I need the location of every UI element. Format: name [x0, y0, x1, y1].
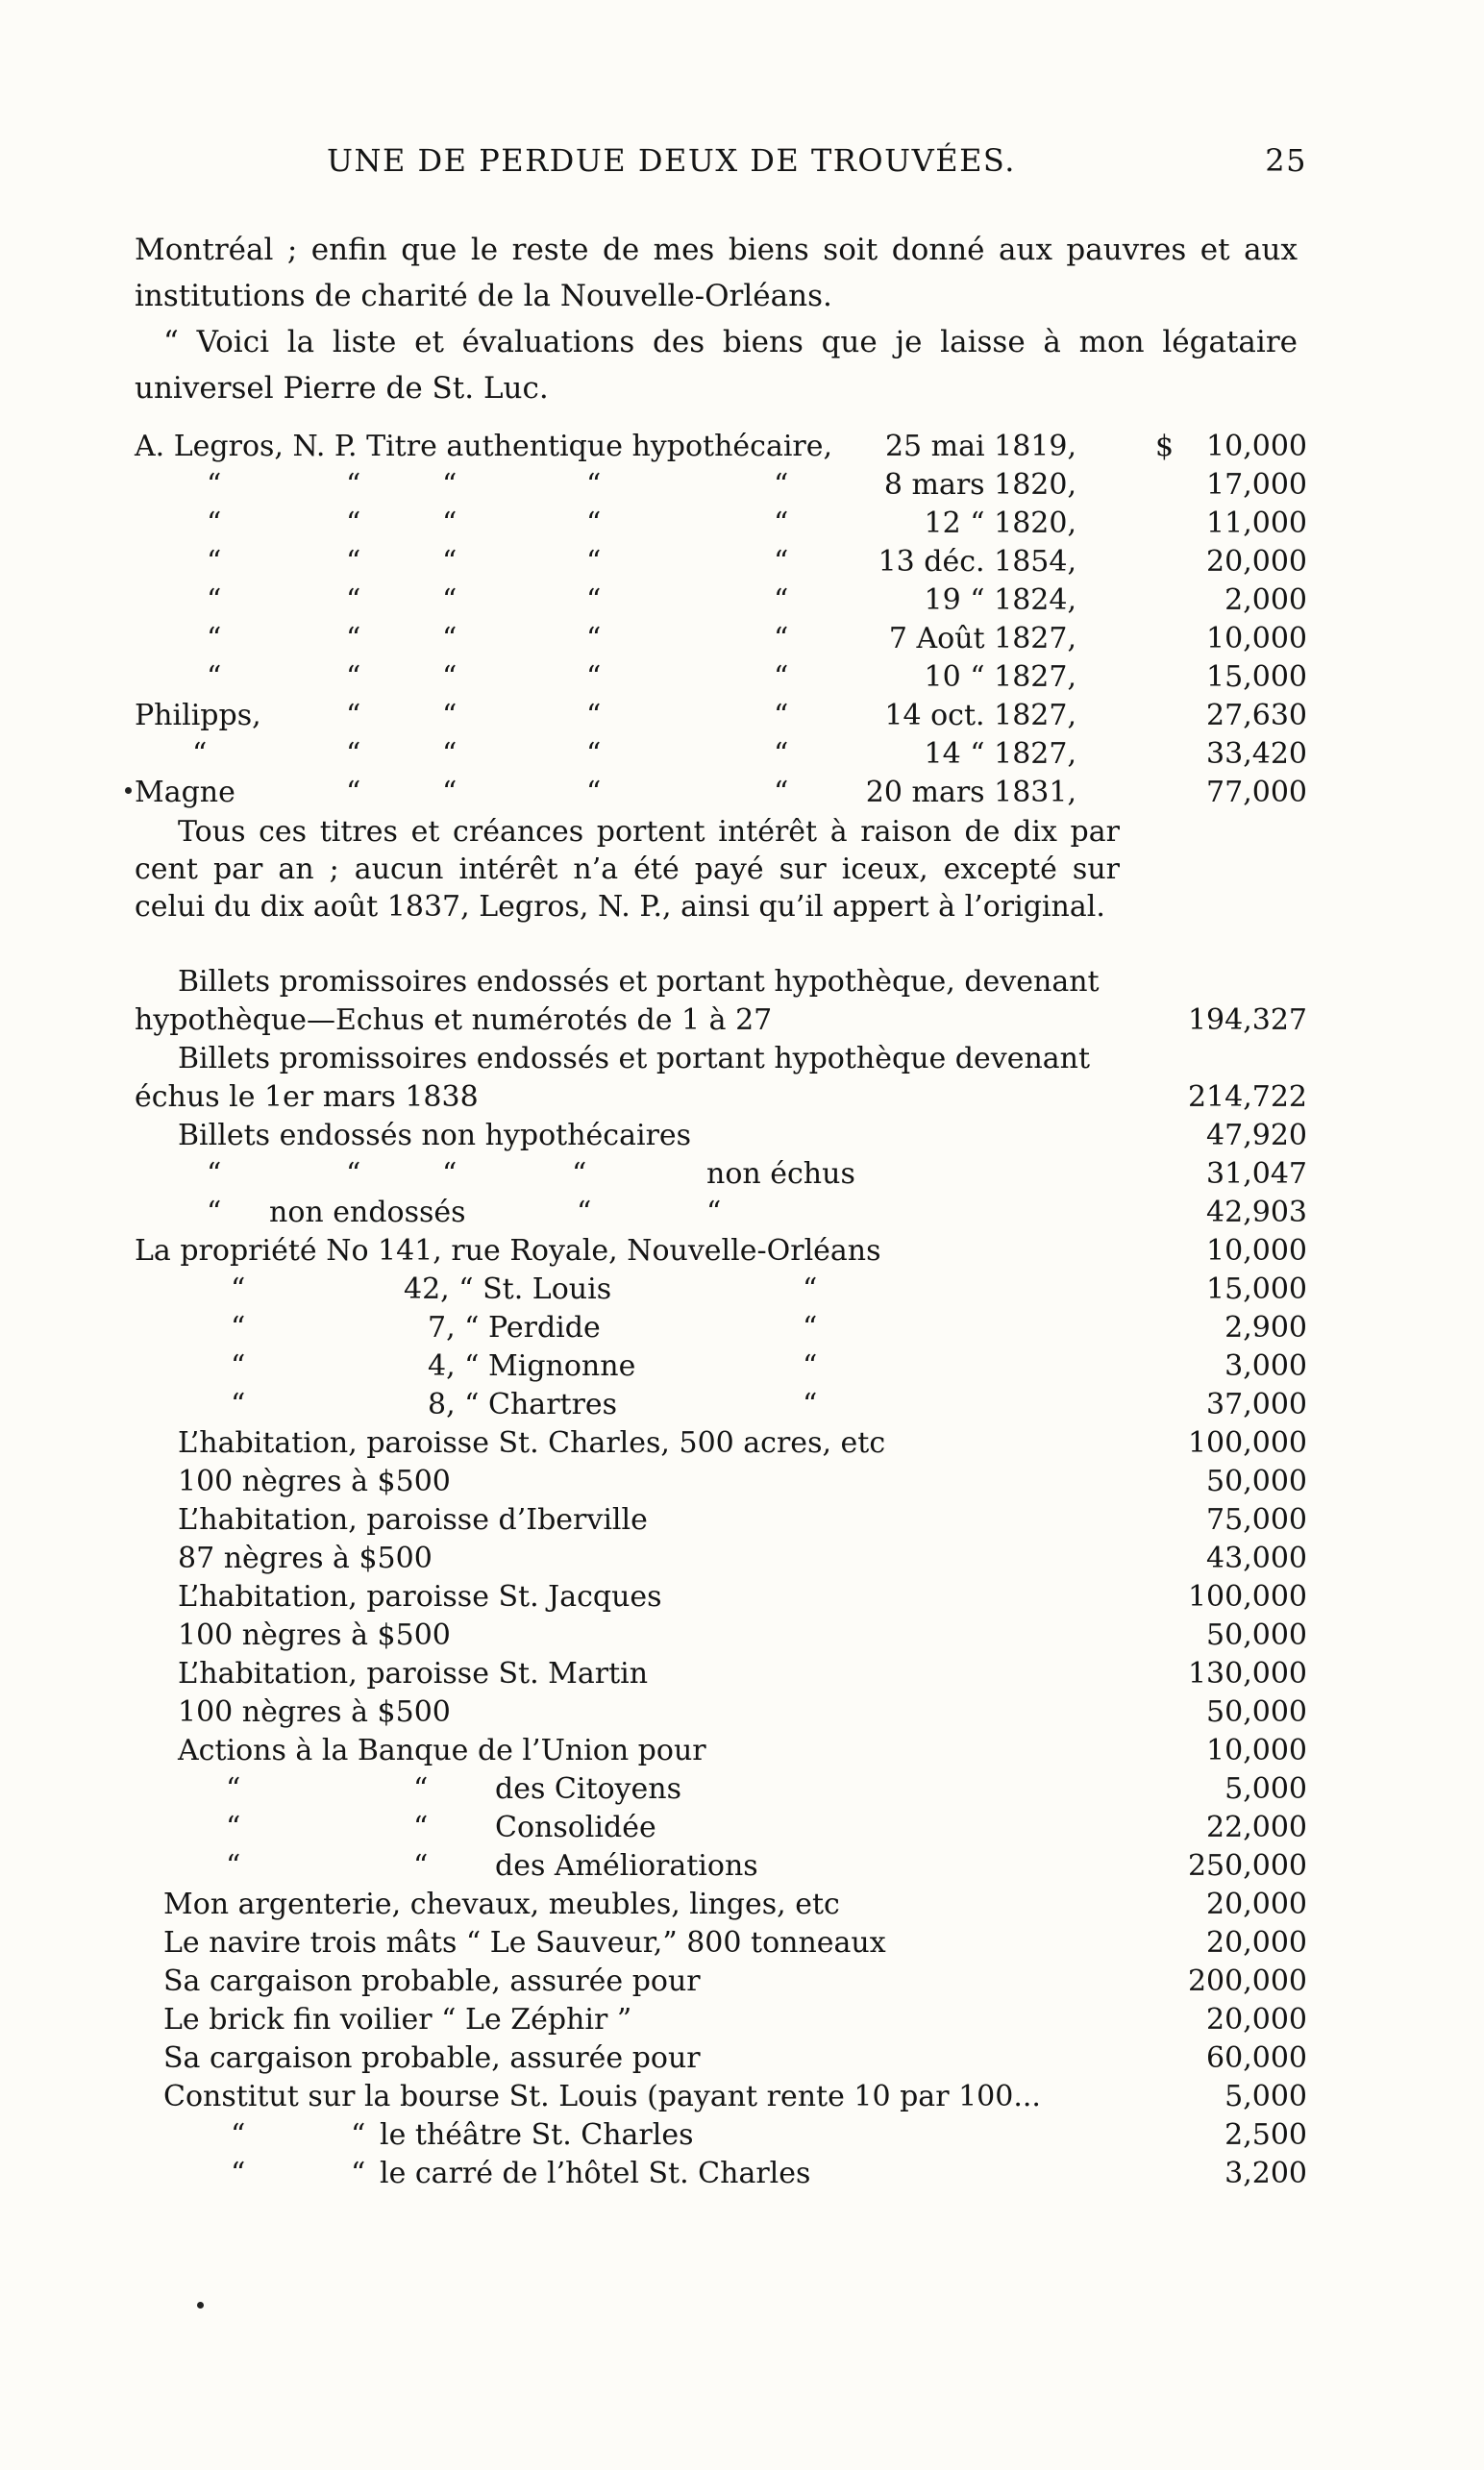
item-label: 42, “ St. Louis: [404, 1271, 617, 1309]
item-amount: 100,000: [1187, 1580, 1307, 1614]
list-item: [135, 2155, 1307, 2193]
ditto-mark: “: [231, 1309, 251, 1347]
title-date: 20 mars 1831,: [865, 776, 1076, 809]
list-item: [135, 2078, 1307, 2116]
title-row: [135, 429, 1307, 465]
list-item: [135, 1117, 1307, 1155]
item-amount: 5,000: [1224, 2080, 1307, 2113]
ink-speck: [197, 2302, 204, 2309]
list-item: [135, 1578, 1307, 1617]
page-number: 25: [1265, 142, 1307, 179]
item-amount: 37,000: [1206, 1388, 1307, 1421]
list-item: [135, 2001, 1307, 2039]
item-amount: 5,000: [1224, 1772, 1307, 1806]
title-amount: 17,000: [1206, 468, 1307, 502]
title-date: 14 “ 1827,: [924, 737, 1076, 771]
ink-speck: [125, 787, 132, 794]
ditto-mark: “: [413, 1847, 433, 1886]
ditto-mark: “: [442, 699, 458, 732]
item-label: 7, “ Perdide: [428, 1309, 606, 1347]
item-amount: 50,000: [1206, 1695, 1307, 1729]
item-amount: 50,000: [1206, 1618, 1307, 1652]
list-item: [135, 1424, 1307, 1463]
title-date: 13 déc. 1854,: [878, 545, 1076, 579]
item-amount: 2,500: [1224, 2118, 1307, 2152]
ditto-mark: “: [442, 468, 458, 502]
list-item: [135, 1847, 1307, 1886]
ditto-mark: “: [586, 506, 602, 540]
title-amount: 15,000: [1206, 660, 1307, 694]
ditto-mark: “: [774, 737, 789, 771]
list-item: [135, 1655, 1307, 1693]
title-date: 14 oct. 1827,: [884, 699, 1076, 732]
title-holder-name: Philipps,: [135, 699, 261, 732]
item-amount: 22,000: [1206, 1811, 1307, 1844]
ditto-mark: “: [442, 545, 458, 579]
title-amount: 11,000: [1206, 506, 1307, 540]
item-label: 87 nègres à $500: [178, 1540, 438, 1578]
item-label: Mon argenterie, chevaux, meubles, linges, etc: [163, 1886, 846, 1924]
list-item: [135, 1078, 1307, 1117]
list-item: [135, 1309, 1307, 1347]
title-row: [135, 544, 1307, 580]
ditto-mark: “: [207, 660, 222, 694]
title-amount: 2,000: [1224, 583, 1307, 617]
ditto-mark: “: [351, 2116, 371, 2155]
ditto-mark: “: [586, 468, 602, 502]
list-item: [135, 1924, 1307, 1963]
ditto-mark: “: [442, 622, 458, 655]
list-item: [135, 1386, 1307, 1424]
ditto-mark: “: [442, 660, 458, 694]
item-label: le théâtre St. Charles: [380, 2116, 700, 2155]
item-amount: 15,000: [1206, 1272, 1307, 1306]
item-label: L’habitation, paroisse St. Charles, 500 acres, etc: [178, 1424, 891, 1463]
item-amount: 3,000: [1224, 1349, 1307, 1383]
titles-note: [135, 813, 1120, 926]
item-amount: 10,000: [1206, 1734, 1307, 1767]
currency-sign: $: [1155, 430, 1175, 463]
list-item: [135, 1732, 1307, 1770]
ditto-mark: “: [774, 506, 789, 540]
ditto-mark: “: [803, 1309, 855, 1347]
ditto-mark: “: [586, 737, 602, 771]
ditto-mark: “: [207, 545, 222, 579]
item-label: le carré de l’hôtel St. Charles: [380, 2155, 816, 2193]
item-amount: 214,722: [1187, 1080, 1307, 1114]
item-label: non échus: [706, 1155, 861, 1194]
item-label: L’habitation, paroisse St. Martin: [178, 1655, 654, 1693]
item-label: 100 nègres à $500: [178, 1617, 457, 1655]
list-item: [135, 1194, 1307, 1232]
ditto-mark: “: [774, 622, 789, 655]
list-item: [135, 1232, 1307, 1271]
ditto-mark: “: [774, 468, 789, 502]
ditto-mark: “: [586, 699, 602, 732]
list-item: [135, 1463, 1307, 1501]
item-amount: 200,000: [1187, 1964, 1307, 1998]
title-description: A. Legros, N. P. Titre authentique hypothécaire,: [135, 430, 833, 463]
ditto-mark: “: [346, 737, 361, 771]
ditto-mark: “: [774, 660, 789, 694]
title-row: [135, 467, 1307, 504]
ditto-mark: “: [207, 1155, 227, 1194]
title-date: 25 mai 1819,: [884, 430, 1076, 463]
ditto-mark: “: [442, 1155, 462, 1194]
ditto-mark: “: [413, 1770, 433, 1809]
ditto-mark: “: [231, 1386, 251, 1424]
ditto-mark: “: [586, 776, 602, 809]
item-label: échus le 1er mars 1838: [135, 1078, 484, 1117]
item-label: L’habitation, paroisse St. Jacques: [178, 1578, 668, 1617]
ditto-mark: “: [413, 1809, 433, 1847]
ditto-mark: “: [207, 583, 222, 617]
title-amount: 33,420: [1206, 737, 1307, 771]
item-continuation: Billets promissoires endossés et portant hypothèque, devenant: [178, 965, 1100, 999]
ditto-mark: “: [192, 737, 208, 771]
ditto-mark: “: [346, 545, 361, 579]
item-amount: 60,000: [1206, 2041, 1307, 2075]
item-amount: 2,900: [1224, 1311, 1307, 1345]
title-amount: 20,000: [1206, 545, 1307, 579]
list-item: [135, 1271, 1307, 1309]
ditto-mark: “: [231, 2116, 251, 2155]
item-label: L’habitation, paroisse d’Iberville: [178, 1501, 654, 1540]
ditto-mark: “: [207, 622, 222, 655]
ditto-mark: “: [226, 1770, 246, 1809]
item-label: Actions à la Banque de l’Union pour: [178, 1732, 712, 1770]
list-item: [135, 1347, 1307, 1386]
ditto-mark: “: [231, 2155, 251, 2193]
item-label: Le brick fin voilier “ Le Zéphir ”: [163, 2001, 637, 2039]
ditto-mark: “: [346, 1155, 366, 1194]
item-label: 100 nègres à $500: [178, 1463, 457, 1501]
title-amount: 27,630: [1206, 699, 1307, 732]
ditto-mark: “: [586, 545, 602, 579]
title-row: [135, 698, 1307, 734]
list-item: [135, 1001, 1307, 1040]
item-amount: 130,000: [1187, 1657, 1307, 1691]
ditto-mark: “: [351, 2155, 371, 2193]
ditto-mark: “: [803, 1271, 855, 1309]
title-row: [135, 659, 1307, 696]
ditto-mark: “: [442, 776, 458, 809]
item-label: Sa cargaison probable, assurée pour: [163, 2039, 706, 2078]
ditto-mark: “: [442, 506, 458, 540]
item-label: non endossés: [269, 1194, 472, 1232]
running-title: UNE DE PERDUE DEUX DE TROUVÉES.: [327, 142, 1016, 179]
item-amount: 100,000: [1187, 1426, 1307, 1460]
item-label: des Améliorations: [495, 1847, 764, 1886]
ditto-mark: “: [586, 583, 602, 617]
title-amount: 10,000: [1206, 622, 1307, 655]
item-amount: 20,000: [1206, 1888, 1307, 1921]
item-amount: 43,000: [1206, 1542, 1307, 1575]
intro-paragraph-2: “ Voici la liste et évaluations des biens que je laisse à mon légataire universel Pierre de St. Luc.: [135, 325, 1298, 406]
intro-text: [135, 227, 1298, 411]
item-label: Constitut sur la bourse St. Louis (payant rente 10 par 100...: [163, 2078, 1047, 2116]
ditto-mark: “: [803, 1386, 855, 1424]
item-label: Billets endossés non hypothécaires: [178, 1117, 697, 1155]
item-label: Le navire trois mâts “ Le Sauveur,” 800 tonneaux: [163, 1924, 892, 1963]
running-header: [135, 142, 1307, 188]
ditto-mark: “: [577, 1194, 597, 1232]
item-label: 4, “ Mignonne: [428, 1347, 641, 1386]
list-item: [135, 1770, 1307, 1809]
ditto-mark: “: [346, 468, 361, 502]
ditto-mark: “: [207, 506, 222, 540]
ditto-mark: “: [572, 1155, 592, 1194]
item-amount: 10,000: [1206, 1234, 1307, 1268]
ditto-mark: “: [207, 468, 222, 502]
ditto-mark: “: [346, 506, 361, 540]
list-item: [135, 1886, 1307, 1924]
ditto-mark: “: [774, 583, 789, 617]
title-date: 8 mars 1820,: [883, 468, 1076, 502]
ditto-mark: “: [346, 660, 361, 694]
item-amount: 250,000: [1187, 1849, 1307, 1883]
ditto-mark: “: [774, 699, 789, 732]
ditto-mark: “: [231, 1271, 251, 1309]
ditto-mark: “: [346, 622, 361, 655]
ditto-mark: “: [586, 660, 602, 694]
item-amount: 31,047: [1206, 1157, 1307, 1191]
title-row: [135, 775, 1307, 811]
item-label: hypothèque—Echus et numérotés de 1 à 27: [135, 1001, 778, 1040]
item-amount: 50,000: [1206, 1465, 1307, 1498]
item-label: La propriété No 141, rue Royale, Nouvelle-Orléans: [135, 1232, 887, 1271]
ditto-mark: “: [231, 1347, 251, 1386]
title-amount: 77,000: [1206, 776, 1307, 809]
ditto-mark: “: [346, 699, 361, 732]
title-row: [135, 621, 1307, 657]
item-label: Sa cargaison probable, assurée pour: [163, 1963, 706, 2001]
ditto-mark: “: [442, 583, 458, 617]
title-holder-name: Magne: [135, 776, 235, 809]
item-label: des Citoyens: [495, 1770, 687, 1809]
ditto-mark: “: [207, 1194, 227, 1232]
intro-paragraph-1: Montréal ; enfin que le reste de mes biens soit donné aux pauvres et aux institutions de charité de la Nouvelle-Orléans.: [135, 233, 1298, 313]
item-label: 8, “ Chartres: [428, 1386, 623, 1424]
ditto-mark: “: [774, 776, 789, 809]
item-amount: 194,327: [1187, 1003, 1307, 1037]
title-row: [135, 736, 1307, 773]
list-item: [135, 1963, 1307, 2001]
ditto-mark: “: [226, 1847, 246, 1886]
title-date: 10 “ 1827,: [924, 660, 1076, 694]
item-label: 100 nègres à $500: [178, 1693, 457, 1732]
list-item: [135, 1155, 1307, 1194]
ditto-mark: “: [586, 622, 602, 655]
item-amount: 47,920: [1206, 1119, 1307, 1152]
item-amount: 20,000: [1206, 2003, 1307, 2037]
list-item: [135, 2116, 1307, 2155]
ditto-mark: “: [346, 583, 361, 617]
item-label: Consolidée: [495, 1809, 662, 1847]
title-date: 7 Août 1827,: [888, 622, 1076, 655]
ditto-mark: “: [346, 776, 361, 809]
title-row: [135, 506, 1307, 542]
list-item: [135, 1809, 1307, 1847]
list-item: [135, 1617, 1307, 1655]
list-item: [135, 2039, 1307, 2078]
title-amount: 10,000: [1206, 430, 1307, 463]
list-item: [135, 1501, 1307, 1540]
ditto-mark: “: [774, 545, 789, 579]
title-date: 19 “ 1824,: [924, 583, 1076, 617]
ditto-mark: “: [226, 1809, 246, 1847]
ditto-mark: “: [706, 1194, 750, 1232]
list-item: [135, 1693, 1307, 1732]
note-paragraph: Tous ces titres et créances portent intérêt à raison de dix par cent par an ; aucun intérêt n’a été payé sur iceux, excepté sur celui du dix août 1837, Legros, N. P., ainsi qu’il appert à l’original.: [135, 815, 1120, 924]
title-date: 12 “ 1820,: [924, 506, 1076, 540]
list-item: [135, 1540, 1307, 1578]
item-amount: 75,000: [1206, 1503, 1307, 1537]
item-amount: 42,903: [1206, 1196, 1307, 1229]
item-amount: 20,000: [1206, 1926, 1307, 1960]
title-row: [135, 582, 1307, 619]
item-continuation: Billets promissoires endossés et portant hypothèque devenant: [178, 1042, 1091, 1075]
ditto-mark: “: [803, 1347, 855, 1386]
item-amount: 3,200: [1224, 2157, 1307, 2190]
ditto-mark: “: [442, 737, 458, 771]
